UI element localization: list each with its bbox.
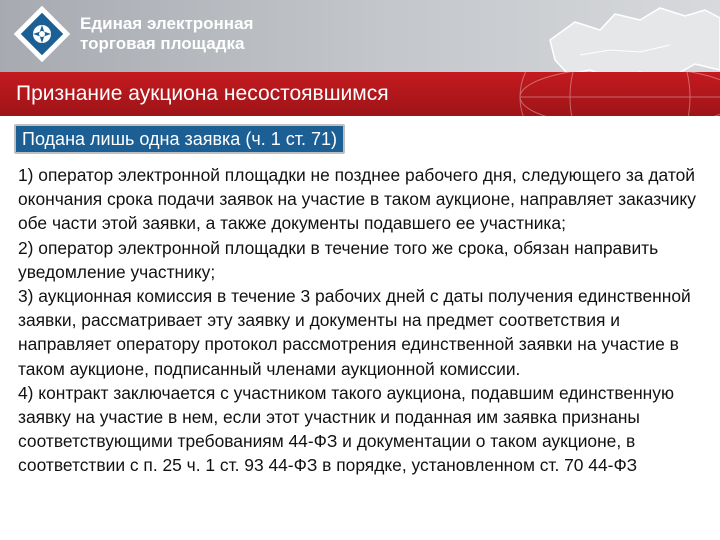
globe-grid-icon xyxy=(500,72,720,116)
paragraph-4: 4) контракт заключается с участником такого аукциона, подавшим единственную заявку на участие в нем, если этот участник и поданная им заявка признаны соответствующими требованиям 44-ФЗ и документации о таком аукционе, в соответствии с п. 25 ч. 1 ст. 93 44-ФЗ в порядке, установленном ст. 70 44-ФЗ xyxy=(18,382,675,476)
russia-map-icon xyxy=(520,0,720,72)
paragraph-1: 1) оператор электронной площадки не позднее рабочего дня, следующего за датой окончания срока подачи заявок на участие в таком аукционе, направляет заказчику обе части этой заявки, а также документы подавшего ее участника; xyxy=(18,165,696,234)
body-text xyxy=(18,163,716,478)
paragraph-3: 3) аукционная комиссия в течение 3 рабочих дней с даты получения единственной заявки, рассматривает эту заявку и документы на предмет соответствия и направляет оператору протокол рассмотрения единственной заявки на участие в таком аукционе, подписанный членами аукционной комиссии. xyxy=(18,286,691,379)
logo-line-1: Единая электронная xyxy=(80,14,254,33)
logo-text xyxy=(80,14,253,54)
page-title: Признание аукциона несостоявшимся xyxy=(16,82,389,105)
header-banner xyxy=(0,0,720,72)
logo-line-2: торговая площадка xyxy=(80,34,245,53)
subtitle-box: Подана лишь одна заявка (ч. 1 ст. 71) xyxy=(14,124,345,154)
paragraph-2: 2) оператор электронной площадки в течение того же срока, обязан направить уведомление участнику; xyxy=(18,237,659,282)
title-bar xyxy=(0,72,720,116)
etp-logo-icon xyxy=(14,6,70,62)
